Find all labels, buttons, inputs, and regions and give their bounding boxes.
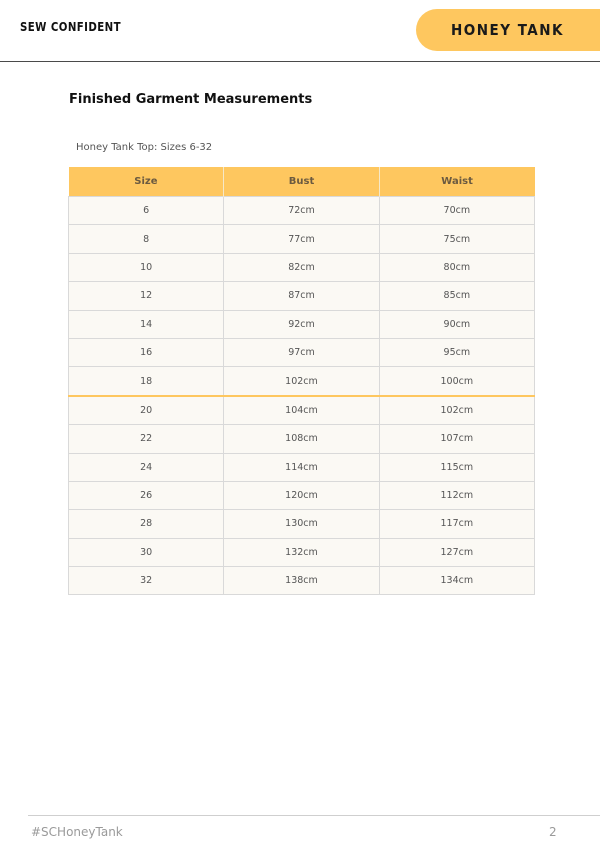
table-row <box>69 338 535 366</box>
size-cell: 18 <box>69 367 224 396</box>
waist-cell: 85cm <box>379 282 534 310</box>
bust-cell: 108cm <box>224 425 379 453</box>
table-row <box>69 310 535 338</box>
table-row <box>69 538 535 566</box>
size-cell: 20 <box>69 396 224 425</box>
footer-hashtag: #SCHoneyTank <box>31 825 123 839</box>
waist-cell: 100cm <box>379 367 534 396</box>
brand-name: SEW CONFIDENT <box>20 20 122 34</box>
bust-cell: 114cm <box>224 453 379 481</box>
column-header-bust: Bust <box>224 167 379 197</box>
table-row <box>69 253 535 281</box>
size-cell: 16 <box>69 338 224 366</box>
bust-cell: 97cm <box>224 338 379 366</box>
size-cell: 28 <box>69 510 224 538</box>
bust-cell: 104cm <box>224 396 379 425</box>
waist-cell: 115cm <box>379 453 534 481</box>
table-row <box>69 225 535 253</box>
size-cell: 14 <box>69 310 224 338</box>
footer-divider <box>28 815 600 816</box>
table-header-row <box>69 167 535 197</box>
waist-cell: 134cm <box>379 567 534 595</box>
size-cell: 6 <box>69 197 224 225</box>
page-header <box>0 0 600 62</box>
measurements-table <box>68 167 535 595</box>
table-row <box>69 425 535 453</box>
section-title: Finished Garment Measurements <box>69 92 313 107</box>
table-row <box>69 567 535 595</box>
waist-cell: 80cm <box>379 253 534 281</box>
size-cell: 10 <box>69 253 224 281</box>
column-header-waist: Waist <box>379 167 534 197</box>
table-row <box>69 282 535 310</box>
waist-cell: 107cm <box>379 425 534 453</box>
table-row <box>69 396 535 425</box>
waist-cell: 95cm <box>379 338 534 366</box>
bust-cell: 92cm <box>224 310 379 338</box>
table-row <box>69 481 535 509</box>
size-cell: 22 <box>69 425 224 453</box>
waist-cell: 75cm <box>379 225 534 253</box>
bust-cell: 102cm <box>224 367 379 396</box>
table-caption: Honey Tank Top: Sizes 6-32 <box>76 142 213 153</box>
table-row <box>69 367 535 396</box>
bust-cell: 120cm <box>224 481 379 509</box>
bust-cell: 72cm <box>224 197 379 225</box>
table-row <box>69 197 535 225</box>
size-cell: 12 <box>69 282 224 310</box>
table-row <box>69 453 535 481</box>
bust-cell: 130cm <box>224 510 379 538</box>
size-cell: 30 <box>69 538 224 566</box>
bust-cell: 87cm <box>224 282 379 310</box>
bust-cell: 138cm <box>224 567 379 595</box>
pattern-name: HONEY TANK <box>451 21 564 39</box>
table-row <box>69 510 535 538</box>
page-number: 2 <box>549 825 557 839</box>
bust-cell: 77cm <box>224 225 379 253</box>
column-header-size: Size <box>69 167 224 197</box>
waist-cell: 70cm <box>379 197 534 225</box>
size-cell: 24 <box>69 453 224 481</box>
waist-cell: 112cm <box>379 481 534 509</box>
bust-cell: 132cm <box>224 538 379 566</box>
waist-cell: 127cm <box>379 538 534 566</box>
size-cell: 8 <box>69 225 224 253</box>
bust-cell: 82cm <box>224 253 379 281</box>
waist-cell: 90cm <box>379 310 534 338</box>
size-cell: 32 <box>69 567 224 595</box>
waist-cell: 117cm <box>379 510 534 538</box>
waist-cell: 102cm <box>379 396 534 425</box>
size-cell: 26 <box>69 481 224 509</box>
